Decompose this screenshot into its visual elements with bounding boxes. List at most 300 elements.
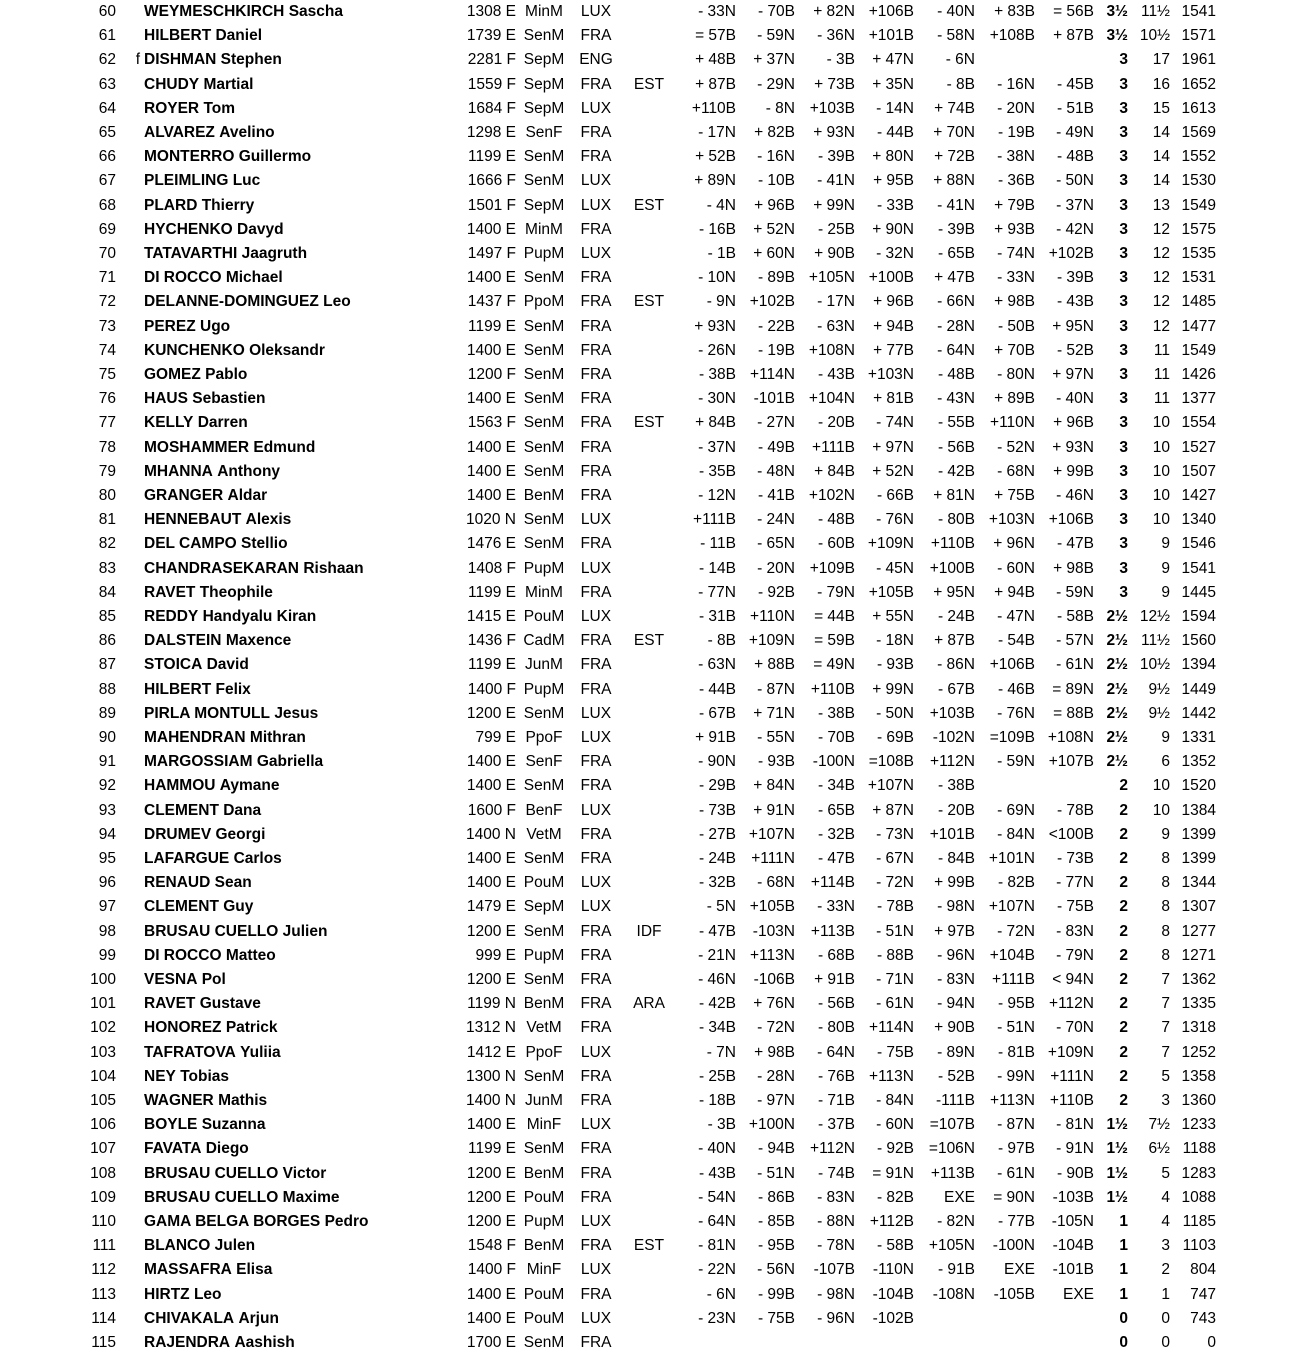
elo-cell: 1400 E [466,850,516,867]
tiebreak-cell: 9½ [1148,680,1170,698]
category-cell: SenM [523,1334,565,1351]
player-first-name: Leo [323,293,351,311]
federation-cell: LUX [580,559,612,577]
round-5-cell: - 58N [937,27,975,45]
rank-cell: 60 [98,3,116,20]
round-7-cell: = 89N [1052,680,1094,698]
round-4-cell: +107N [867,777,914,795]
performance-cell: 1399 [1181,825,1216,843]
points-cell: 0 [1119,1309,1128,1327]
round-6-cell: - 77B [997,1213,1035,1230]
round-2-cell: + 84N [753,777,795,795]
category-cell: SenM [523,366,565,383]
round-2-cell: +113N [750,946,795,964]
player-first-name: David [206,656,249,674]
rank-cell: 99 [98,946,116,964]
elo-cell: 1199 N [467,995,516,1013]
player-name-cell [144,387,265,411]
performance-cell: 1549 [1181,341,1216,359]
table-row [0,1234,1300,1258]
federation-cell: FRA [580,753,612,771]
tiebreak-cell: 0 [1161,1334,1170,1351]
federation-cell: FRA [580,75,612,93]
round-4-cell: - 92B [876,1140,914,1158]
round-6-cell: - 97B [997,1140,1035,1158]
rank-cell: 67 [98,172,116,190]
player-last-name: HYCHENKO [144,220,233,238]
player-last-name: PLARD [144,196,198,214]
round-3-cell: - 37B [817,1116,855,1134]
category-cell: MinF [526,1261,562,1279]
round-4-cell: + 97N [872,438,914,456]
tiebreak-cell: 10 [1152,438,1170,456]
round-6-cell: + 79B [994,196,1035,214]
elo-cell: 1200 E [466,922,516,940]
category-cell: SenM [523,777,565,795]
round-4-cell: = 91N [872,1164,914,1182]
player-last-name: CHIVAKALA [144,1309,235,1327]
player-first-name: Arjun [238,1309,279,1327]
round-1-cell: + 52B [695,148,736,166]
player-last-name: FAVATA [144,1140,202,1158]
round-3-cell: - 41N [817,172,855,190]
round-3-cell: -100N [812,753,855,771]
round-4-cell: + 47N [872,51,914,69]
category-cell: SenF [525,753,563,771]
round-7-cell: - 91N [1056,1140,1094,1158]
rank-cell: 105 [90,1092,116,1109]
round-7-cell: + 96B [1053,414,1094,432]
category-cell: SenM [523,317,565,335]
category-cell: PpoF [525,1043,563,1061]
round-3-cell: -107B [813,1261,855,1279]
flag-cell: f [135,51,140,69]
player-last-name: DI ROCCO [144,269,222,287]
elo-cell: 1199 E [468,656,516,674]
player-first-name: Victor [282,1164,327,1182]
round-3-cell: - 88N [817,1213,855,1230]
category-cell: CadM [523,632,565,650]
round-3-cell: - 25B [817,220,855,238]
round-4-cell: - 44B [876,124,914,141]
round-2-cell: -103N [752,922,795,940]
player-name-cell [144,508,291,532]
performance-cell: 1252 [1181,1043,1216,1061]
points-cell: 3 [1119,390,1128,408]
rank-cell: 111 [92,1237,116,1255]
table-row [0,387,1300,411]
player-last-name: BRUSAU CUELLO [144,1188,279,1206]
table-row [0,920,1300,944]
tiebreak-cell: 8 [1161,898,1170,916]
table-row [0,629,1300,653]
round-3-cell: - 38B [817,704,855,722]
table-row [0,968,1300,992]
round-1-cell: - 17N [698,124,736,141]
federation-cell: FRA [580,1067,612,1085]
round-6-cell: EXE [1003,1261,1035,1279]
round-3-cell: - 65B [817,801,855,819]
rank-cell: 68 [98,196,116,214]
round-7-cell: < 94N [1052,971,1094,988]
round-5-cell: - 65B [937,245,975,262]
player-last-name: DISHMAN [144,51,217,69]
round-1-cell: - 12N [698,487,736,504]
performance-cell: 1575 [1181,220,1216,238]
player-last-name: DRUMEV [144,825,212,843]
round-6-cell: - 61N [997,1164,1035,1182]
round-3-cell: - 83N [817,1188,855,1206]
round-4-cell: - 71N [876,971,914,988]
elo-cell: 1739 E [466,27,516,45]
round-3-cell: = 59B [814,632,855,650]
tiebreak-cell: 10½ [1139,27,1170,45]
player-last-name: MHANNA [144,462,213,480]
round-1-cell: - 10N [698,269,736,287]
player-name-cell [144,315,230,339]
round-1-cell: - 35B [698,462,736,480]
round-2-cell: - 49B [757,438,795,456]
rank-cell: 87 [98,656,116,674]
tiebreak-cell: 9 [1161,535,1170,553]
performance-cell: 1961 [1181,51,1216,69]
player-first-name: Edmund [253,438,316,456]
round-5-cell: - 43N [937,390,975,408]
round-6-cell: - 33N [997,269,1035,287]
round-3-cell: - 76B [817,1067,855,1085]
category-cell: SenM [523,269,565,287]
round-4-cell: - 18N [876,632,914,650]
round-5-cell: - 40N [937,3,975,20]
round-7-cell: <100B [1048,825,1094,843]
performance-cell: 1571 [1181,27,1216,45]
table-row [0,557,1300,581]
round-1-cell: - 73B [698,801,736,819]
round-7-cell: - 75B [1056,898,1094,916]
round-5-cell: + 88N [933,172,975,190]
elo-cell: 1200 E [466,1188,516,1206]
tiebreak-cell: 12 [1152,269,1170,287]
performance-cell: 1569 [1181,124,1216,141]
player-first-name: Aymane [219,777,280,795]
elo-cell: 1200 F [467,366,516,383]
player-name-cell [144,992,261,1016]
round-2-cell: -101B [753,390,795,408]
round-4-cell: - 14N [876,99,914,117]
round-5-cell: - 67B [937,680,975,698]
round-6-cell: +113N [990,1092,1035,1109]
tiebreak-cell: 10½ [1139,656,1170,674]
round-1-cell: - 6N [706,1285,736,1303]
table-row [0,871,1300,895]
round-4-cell: +101B [868,27,914,45]
table-row [0,508,1300,532]
round-2-cell: - 51N [757,1164,795,1182]
category-cell: SenM [523,341,565,359]
performance-cell: 1477 [1181,317,1216,335]
elo-cell: 999 E [475,946,516,964]
federation-cell: LUX [580,1213,612,1230]
tiebreak-cell: 8 [1161,850,1170,867]
round-5-cell: + 90B [934,1019,975,1037]
round-2-cell: - 95B [757,1237,795,1255]
player-first-name: Sascha [288,3,343,20]
round-7-cell: + 98B [1053,559,1094,577]
elo-cell: 799 E [475,729,516,746]
round-6-cell: + 70B [994,341,1035,359]
round-2-cell: + 71N [753,704,795,722]
elo-cell: 1700 E [466,1334,516,1351]
round-4-cell: - 45N [876,559,914,577]
table-row [0,121,1300,145]
rank-cell: 95 [98,850,116,867]
points-cell: 3½ [1106,27,1128,45]
round-3-cell: + 93N [813,124,855,141]
federation-cell: FRA [580,1285,612,1303]
player-first-name: Julen [214,1237,256,1255]
round-3-cell: - 98N [817,1285,855,1303]
rank-cell: 110 [91,1213,116,1230]
rank-cell: 92 [98,777,116,795]
points-cell: 3 [1119,511,1128,529]
points-cell: 2 [1119,1067,1128,1085]
player-name-cell [144,73,253,97]
rank-cell: 108 [90,1164,116,1182]
tiebreak-cell: 7 [1161,1019,1170,1037]
points-cell: 3 [1119,535,1128,553]
player-last-name: HILBERT [144,680,212,698]
points-cell: 3 [1119,366,1128,383]
round-2-cell: - 94B [757,1140,795,1158]
federation-cell: FRA [580,777,612,795]
points-cell: 1½ [1106,1140,1128,1158]
player-first-name: Maxence [225,632,292,650]
rank-cell: 77 [98,414,116,432]
round-4-cell: - 33B [876,196,914,214]
performance-cell: 1427 [1181,487,1216,504]
round-1-cell: - 77N [698,583,736,601]
player-last-name: DEL CAMPO [144,535,237,553]
round-2-cell: + 37N [753,51,795,69]
round-2-cell: + 91N [753,801,795,819]
elo-cell: 1200 E [466,1164,516,1182]
tiebreak-cell: 0 [1161,1309,1170,1327]
round-3-cell: - 96N [817,1309,855,1327]
round-3-cell: - 33N [817,898,855,916]
tiebreak-cell: 13 [1152,196,1170,214]
federation-cell: LUX [580,172,612,190]
round-5-cell: + 81N [933,487,975,504]
elo-cell: 2281 F [467,51,516,69]
tiebreak-cell: 11 [1153,390,1170,408]
federation-cell: FRA [580,535,612,553]
points-cell: 2 [1119,971,1128,988]
round-1-cell: - 64N [698,1213,736,1230]
round-3-cell: - 68B [817,946,855,964]
round-7-cell: + 95N [1052,317,1094,335]
player-name-cell [144,1186,340,1210]
player-last-name: GOMEZ [144,366,201,383]
federation-cell: FRA [580,220,612,238]
points-cell: 3 [1119,462,1128,480]
category-cell: MinM [525,220,563,238]
table-row [0,436,1300,460]
category-cell: SenM [523,511,565,529]
elo-cell: 1199 E [468,583,516,601]
player-name-cell [144,411,248,435]
round-6-cell: - 68N [997,462,1035,480]
round-7-cell: - 73B [1056,850,1094,867]
tiebreak-cell: 14 [1152,148,1170,166]
player-last-name: PIRLA MONTULL [144,704,270,722]
points-cell: 3 [1119,196,1128,214]
player-first-name: Gustave [199,995,261,1013]
player-last-name: BOYLE [144,1116,198,1134]
elo-cell: 1400 E [466,462,516,480]
player-name-cell [144,363,247,387]
rank-cell: 107 [90,1140,116,1158]
category-cell: BenF [525,801,563,819]
points-cell: 3 [1119,583,1128,601]
round-7-cell: = 56B [1053,3,1094,20]
player-name-cell [144,24,262,48]
round-5-cell: +101B [929,825,975,843]
category-cell: SenM [523,27,565,45]
player-name-cell [144,774,280,798]
category-cell: SenM [523,922,565,940]
player-last-name: BRUSAU CUELLO [144,922,279,940]
points-cell: 3 [1119,245,1128,262]
table-row [0,653,1300,677]
performance-cell: 1377 [1181,390,1216,408]
round-3-cell: - 79N [817,583,855,601]
elo-cell: 1479 E [466,898,516,916]
points-cell: 1½ [1106,1164,1128,1182]
round-3-cell: - 3B [826,51,855,69]
points-cell: 2 [1119,995,1128,1013]
round-7-cell: - 42N [1056,220,1094,238]
round-5-cell: - 84B [937,850,975,867]
federation-cell: FRA [580,1092,612,1109]
elo-cell: 1400 N [466,1092,516,1109]
round-4-cell: + 80N [872,148,914,166]
round-4-cell: - 58B [876,1237,914,1255]
table-row [0,532,1300,556]
round-1-cell: - 8B [707,632,736,650]
round-3-cell: - 64N [817,1043,855,1061]
player-first-name: Patrick [225,1019,278,1037]
round-3-cell: + 73B [814,75,855,93]
player-name-cell [144,1283,222,1307]
performance-cell: 1442 [1181,704,1216,722]
points-cell: 2½ [1106,680,1128,698]
player-name-cell [144,629,291,653]
round-5-cell: - 89N [937,1043,975,1061]
category-cell: SenM [523,1067,565,1085]
table-row [0,169,1300,193]
round-6-cell: - 87N [997,1116,1035,1134]
player-last-name: MAHENDRAN [144,729,246,746]
points-cell: 2½ [1106,729,1128,746]
points-cell: 3 [1119,99,1128,117]
player-name-cell [144,968,226,992]
round-5-cell: - 38B [937,777,975,795]
round-1-cell: - 7N [706,1043,736,1061]
round-5-cell: - 42B [937,462,975,480]
table-row [0,460,1300,484]
rank-cell: 106 [90,1116,116,1134]
round-5-cell: - 39B [937,220,975,238]
round-2-cell: - 89B [757,269,795,287]
federation-cell: LUX [580,1116,612,1134]
elo-cell: 1199 E [468,148,516,166]
tiebreak-cell: 2 [1161,1261,1170,1279]
league-cell: EST [633,632,665,650]
table-row [0,944,1300,968]
table-row [0,1307,1300,1331]
round-5-cell: - 56B [937,438,975,456]
performance-cell: 1358 [1181,1067,1216,1085]
player-last-name: CHUDY [144,75,200,93]
player-last-name: TATAVARTHI [144,245,238,262]
player-first-name: Mathis [218,1092,268,1109]
round-6-cell: + 93B [994,220,1035,238]
round-4-cell: - 93B [876,656,914,674]
round-7-cell: - 37N [1056,196,1094,214]
round-2-cell: + 60N [753,245,795,262]
round-1-cell: - 3B [707,1116,736,1134]
performance-cell: 1554 [1181,414,1216,432]
player-last-name: PEREZ [144,317,196,335]
round-5-cell: + 87B [934,632,975,650]
performance-cell: 1335 [1181,995,1216,1013]
tiebreak-cell: 11 [1153,366,1170,383]
round-5-cell: +105N [928,1237,975,1255]
round-1-cell: - 34B [698,1019,736,1037]
points-cell: 3½ [1106,3,1128,20]
elo-cell: 1400 F [467,680,516,698]
round-6-cell: - 38N [997,148,1035,166]
round-3-cell: - 39B [817,148,855,166]
rank-cell: 98 [98,922,116,940]
player-last-name: WAGNER [144,1092,214,1109]
player-name-cell [144,169,260,193]
round-3-cell: - 80B [817,1019,855,1037]
round-7-cell: +112N [1049,995,1094,1013]
elo-cell: 1476 E [466,535,516,553]
table-row [0,1089,1300,1113]
tiebreak-cell: 8 [1161,946,1170,964]
round-7-cell: +111N [1050,1067,1094,1085]
elo-cell: 1400 N [466,825,516,843]
table-row [0,992,1300,1016]
round-2-cell: - 97N [757,1092,795,1109]
performance-cell: 1352 [1181,753,1216,771]
round-7-cell: -103B [1052,1188,1094,1206]
category-cell: PouM [523,1188,565,1206]
round-1-cell: + 87B [695,75,736,93]
round-7-cell: -101B [1052,1261,1094,1279]
category-cell: PpoM [523,293,565,311]
player-name-cell [144,532,288,556]
round-5-cell: + 95N [933,583,975,601]
category-cell: MinM [525,583,563,601]
round-7-cell: +107B [1048,753,1094,771]
points-cell: 3 [1119,75,1128,93]
round-5-cell: EXE [943,1188,975,1206]
federation-cell: LUX [580,1309,612,1327]
points-cell: 3 [1119,269,1128,287]
